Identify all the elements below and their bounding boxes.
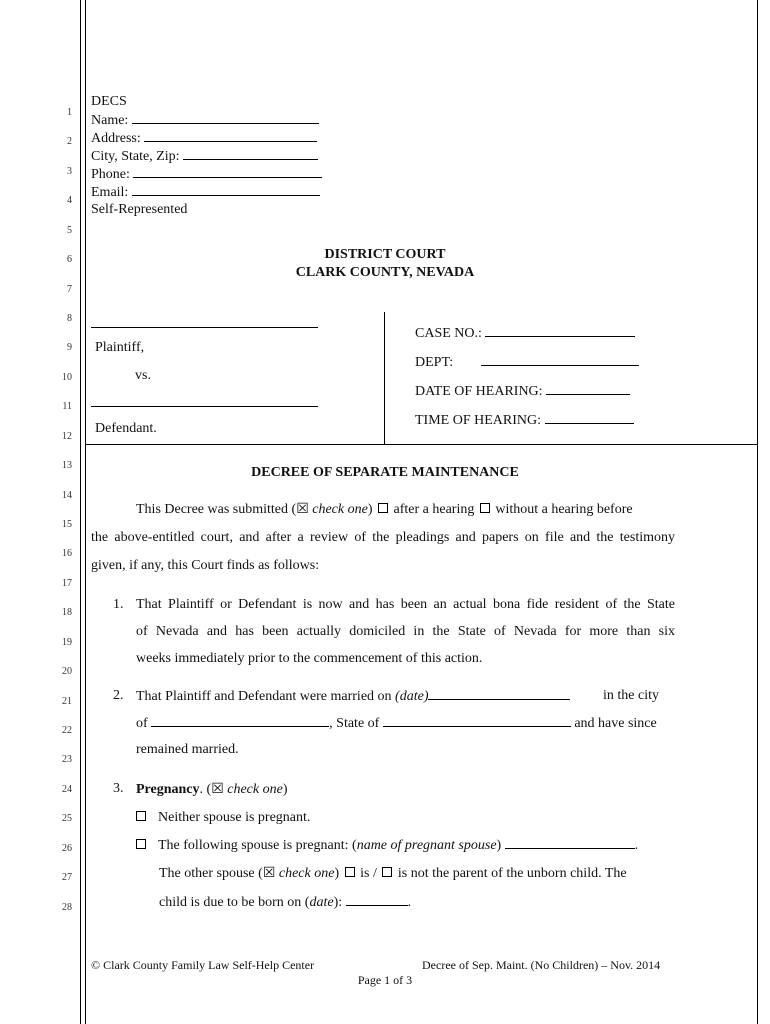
line-number: 23 <box>62 754 72 765</box>
line-number: 5 <box>67 225 72 236</box>
intro-text: ) <box>367 502 376 517</box>
check-one-note: check one <box>308 502 368 517</box>
line-number: 25 <box>62 813 72 824</box>
line-number: 20 <box>62 666 72 677</box>
line-number: 27 <box>62 872 72 883</box>
hearing-date-field[interactable] <box>415 383 630 400</box>
intro-text: This Decree was submitted ( <box>136 502 297 517</box>
line-number: 9 <box>67 342 72 353</box>
line-number: 15 <box>62 519 72 530</box>
dept-field[interactable] <box>415 354 639 371</box>
self-represented: Self-Represented <box>91 202 188 217</box>
hearing-date-label: DATE OF HEARING: <box>415 384 543 399</box>
line-number: 12 <box>62 431 72 442</box>
line-number: 21 <box>62 696 72 707</box>
pregnant-spouse-option[interactable] <box>136 837 638 854</box>
due-date-line <box>159 894 411 911</box>
item-2-text: and have since <box>570 716 657 731</box>
name-label: Name: <box>91 113 129 128</box>
email-field[interactable] <box>91 184 320 201</box>
email-blank[interactable] <box>132 184 320 196</box>
is-parent-checkbox[interactable] <box>345 867 355 877</box>
document-title: DECREE OF SEPARATE MAINTENANCE <box>251 465 519 480</box>
check-one-note: check one <box>223 782 283 797</box>
margin-rule-left <box>80 0 81 1024</box>
caption-bottom-rule <box>86 444 757 445</box>
line-number: 8 <box>67 313 72 324</box>
line-number: 24 <box>62 784 72 795</box>
item-2-text: That Plaintiff and Defendant were married on <box>136 689 396 704</box>
is-not-parent-label: is not the parent of the unborn child. The <box>394 866 627 881</box>
pregnant-spouse-label: ) <box>496 838 505 853</box>
due-date-text: . <box>407 895 412 910</box>
line-number: 26 <box>62 843 72 854</box>
due-date-text: child is due to be born on ( <box>159 895 310 910</box>
pregnant-spouse-hint: name of pregnant spouse <box>356 838 497 853</box>
other-spouse-line <box>159 865 627 882</box>
item-1-line-1: That Plaintiff or Defendant is now and has been an actual bona fide resident of the State <box>136 597 675 612</box>
line-number: 11 <box>62 401 72 412</box>
line-number: 2 <box>67 136 72 147</box>
hearing-date-blank[interactable] <box>546 383 630 395</box>
checked-box-icon: ☒ <box>296 502 309 517</box>
marriage-city-blank[interactable] <box>151 715 329 727</box>
hearing-time-field[interactable] <box>415 412 634 429</box>
phone-field[interactable] <box>91 166 322 183</box>
other-spouse-text: ) <box>334 866 343 881</box>
line-number: 14 <box>62 490 72 501</box>
item-2-text: of <box>136 716 152 731</box>
court-name: DISTRICT COURT <box>324 247 446 262</box>
marriage-state-blank[interactable] <box>383 715 571 727</box>
dept-label: DEPT: <box>415 355 454 370</box>
without-hearing-checkbox[interactable] <box>480 503 490 513</box>
hearing-time-blank[interactable] <box>545 412 634 424</box>
name-field[interactable] <box>91 112 319 129</box>
line-number: 13 <box>62 460 72 471</box>
name-blank[interactable] <box>132 112 319 124</box>
line-number: 6 <box>67 254 72 265</box>
line-number: 10 <box>62 372 72 383</box>
dept-blank[interactable] <box>481 354 639 366</box>
city-blank[interactable] <box>183 148 318 160</box>
item-3-number: 3. <box>113 781 124 796</box>
line-number: 1 <box>67 107 72 118</box>
case-no-blank[interactable] <box>485 325 635 337</box>
court-county: CLARK COUNTY, NEVADA <box>295 265 475 280</box>
margin-rule-left-double <box>85 0 86 1024</box>
item-2-line-1 <box>136 688 570 705</box>
item-1-line-3: weeks immediately prior to the commencement of this action. <box>136 651 483 666</box>
other-spouse-text: The other spouse ( <box>159 866 263 881</box>
line-number: 19 <box>62 637 72 648</box>
after-hearing-checkbox[interactable] <box>378 503 388 513</box>
item-1-line-2: of Nevada and has been actually domiciled in the State of Nevada for more than six <box>136 624 675 639</box>
is-not-parent-checkbox[interactable] <box>382 867 392 877</box>
footer-copyright: © Clark County Family Law Self-Help Center <box>91 958 315 972</box>
pregnant-spouse-label: . <box>634 838 639 853</box>
line-number: 22 <box>62 725 72 736</box>
address-label: Address: <box>91 131 141 146</box>
hearing-time-label: TIME OF HEARING: <box>415 413 541 428</box>
case-no-field[interactable] <box>415 325 635 342</box>
line-number: 18 <box>62 607 72 618</box>
plaintiff-label: Plaintiff, <box>95 340 145 355</box>
item-3-text: ) <box>282 782 288 797</box>
check-one-note: check one <box>275 866 335 881</box>
checked-box-icon: ☒ <box>211 782 224 797</box>
item-2-line-2 <box>136 715 657 732</box>
case-no-label: CASE NO.: <box>415 326 482 341</box>
caption-divider <box>384 312 385 444</box>
margin-rule-right <box>757 0 758 1024</box>
pregnant-spouse-blank[interactable] <box>505 837 635 849</box>
line-number: 3 <box>67 166 72 177</box>
address-blank[interactable] <box>144 130 317 142</box>
defendant-label: Defendant. <box>95 421 157 436</box>
marriage-date-blank[interactable] <box>428 688 570 700</box>
neither-pregnant-label: Neither spouse is pregnant. <box>158 810 311 825</box>
line-number: 17 <box>62 578 72 589</box>
address-field[interactable] <box>91 130 317 147</box>
phone-blank[interactable] <box>133 166 322 178</box>
intro-line-2: the above-entitled court, and after a review of the pleadings and papers on file and the testimony <box>91 530 675 545</box>
item-2-in-city: in the city <box>603 688 659 703</box>
item-3-heading <box>136 781 288 798</box>
is-parent-label: is / <box>356 866 381 881</box>
after-hearing-label: after a hearing <box>390 502 478 517</box>
intro-line-3: given, if any, this Court finds as follows: <box>91 558 320 573</box>
pregnant-spouse-label: The following spouse is pregnant: ( <box>158 838 357 853</box>
neither-pregnant-checkbox[interactable] <box>136 811 146 821</box>
phone-label: Phone: <box>91 167 130 182</box>
item-1-number: 1. <box>113 597 124 612</box>
line-number: 28 <box>62 902 72 913</box>
line-number: 7 <box>67 284 72 295</box>
without-hearing-label: without a hearing before <box>491 502 633 517</box>
pregnancy-title: Pregnancy <box>136 782 200 797</box>
city-label: City, State, Zip: <box>91 149 180 164</box>
plaintiff-name-line[interactable] <box>91 327 318 328</box>
vs-label: vs. <box>135 368 151 383</box>
due-date-text: ): <box>333 895 346 910</box>
due-date-blank[interactable] <box>346 894 408 906</box>
form-code: DECS <box>91 94 127 109</box>
city-field[interactable] <box>91 148 318 165</box>
intro-line-1 <box>136 501 633 518</box>
page-number: Page 1 of 3 <box>357 973 413 987</box>
line-number: 16 <box>62 548 72 559</box>
footer-form-name: Decree of Sep. Maint. (No Children) – Nov. 2014 <box>422 958 661 972</box>
email-label: Email: <box>91 185 129 200</box>
item-3-text: . ( <box>199 782 212 797</box>
date-hint: (date) <box>395 689 429 704</box>
item-2-line-3: remained married. <box>136 742 239 757</box>
due-date-hint: date <box>309 895 334 910</box>
checked-box-icon: ☒ <box>262 866 276 881</box>
neither-pregnant-option[interactable] <box>136 810 310 826</box>
defendant-name-line[interactable] <box>91 406 318 407</box>
item-2-text: , State of <box>329 716 383 731</box>
line-number: 4 <box>67 195 72 206</box>
item-2-number: 2. <box>113 688 124 703</box>
pregnant-spouse-checkbox[interactable] <box>136 839 146 849</box>
